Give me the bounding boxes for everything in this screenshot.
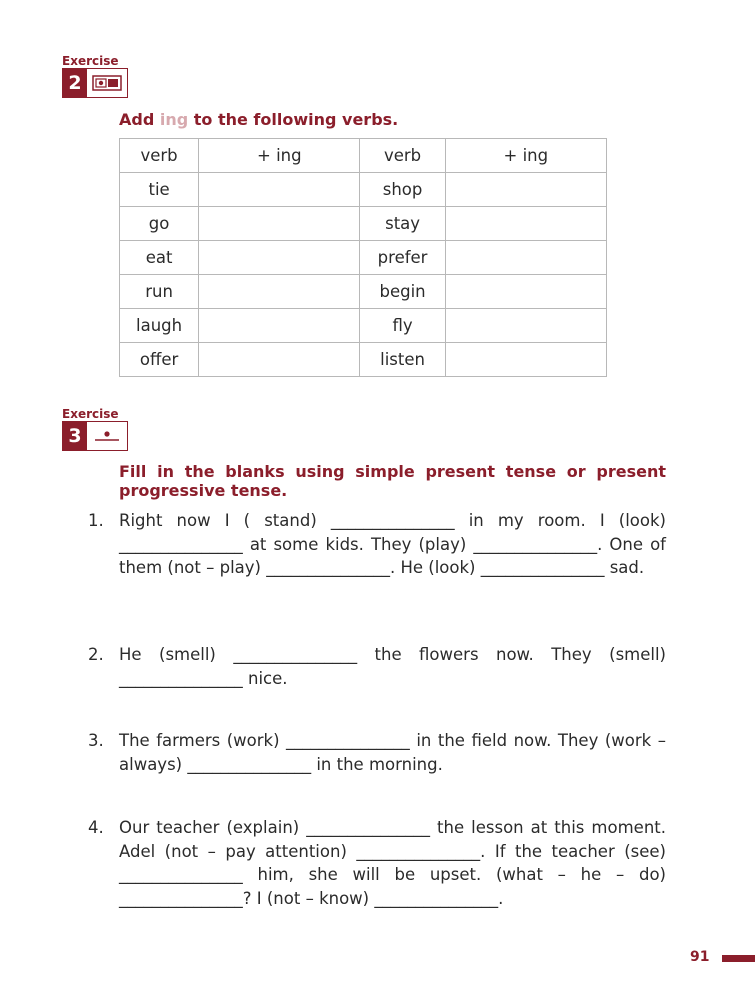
verb-cell: stay	[360, 207, 445, 241]
page-number-bar	[722, 955, 755, 962]
question-text[interactable]: Right now I ( stand) _______________ in my room. I (look) _______________ at some kids. They (play) _______________. One of them (not – play) _______________. He (look) _______________ sad.	[119, 511, 666, 577]
table-row	[120, 207, 607, 241]
question-number: 2.	[88, 645, 104, 664]
verb-table	[119, 138, 607, 377]
answer-cell[interactable]	[445, 309, 606, 343]
exercise-2-badge	[62, 68, 128, 98]
exercise-2-instruction: Add ing to the following verbs.	[119, 110, 399, 129]
question-item	[88, 816, 666, 910]
question-item	[88, 643, 666, 690]
header-verb: verb	[120, 139, 199, 173]
answer-cell[interactable]	[445, 173, 606, 207]
exercise-2-number: 2	[63, 69, 87, 97]
answer-cell[interactable]	[199, 309, 360, 343]
exercise-3-badge	[62, 421, 128, 451]
question-text[interactable]: The farmers (work) _______________ in the field now. They (work – always) _______________ in the morning.	[119, 731, 666, 774]
question-text[interactable]: Our teacher (explain) _______________ the lesson at this moment. Adel (not – pay attention) _______________. If the teacher (see) _______________ him, she will be upset. (what – he – do) _______________? I (not – know) _______________.	[119, 818, 666, 908]
answer-cell[interactable]	[199, 173, 360, 207]
writing-icon	[87, 422, 127, 450]
answer-cell[interactable]	[445, 241, 606, 275]
verb-cell: shop	[360, 173, 445, 207]
answer-cell[interactable]	[199, 207, 360, 241]
question-item	[88, 729, 666, 776]
question-text[interactable]: He (smell) _______________ the flowers now. They (smell) _______________ nice.	[119, 645, 666, 688]
page-number: 91	[690, 949, 710, 965]
pair-work-icon	[87, 69, 127, 97]
header-ing: + ing	[199, 139, 360, 173]
answer-cell[interactable]	[199, 343, 360, 377]
question-number: 4.	[88, 818, 104, 837]
verb-cell: fly	[360, 309, 445, 343]
table-row	[120, 275, 607, 309]
answer-cell[interactable]	[199, 275, 360, 309]
verb-cell: tie	[120, 173, 199, 207]
answer-cell[interactable]	[199, 241, 360, 275]
exercise-3-instruction: Fill in the blanks using simple present tense or present progressive tense.	[119, 462, 666, 500]
table-header-row	[120, 139, 607, 173]
verb-cell: begin	[360, 275, 445, 309]
table-row	[120, 173, 607, 207]
answer-cell[interactable]	[445, 343, 606, 377]
verb-cell: go	[120, 207, 199, 241]
table-row	[120, 309, 607, 343]
exercise-3-label: Exercise	[62, 407, 119, 421]
verb-cell: laugh	[120, 309, 199, 343]
verb-cell: run	[120, 275, 199, 309]
question-number: 3.	[88, 731, 104, 750]
verb-cell: prefer	[360, 241, 445, 275]
verb-cell: listen	[360, 343, 445, 377]
header-ing: + ing	[445, 139, 606, 173]
answer-cell[interactable]	[445, 275, 606, 309]
exercise-2-label: Exercise	[62, 54, 119, 68]
answer-cell[interactable]	[445, 207, 606, 241]
exercise-3-number: 3	[63, 422, 87, 450]
verb-cell: eat	[120, 241, 199, 275]
table-row	[120, 241, 607, 275]
verb-cell: offer	[120, 343, 199, 377]
table-row	[120, 343, 607, 377]
question-number: 1.	[88, 511, 104, 530]
header-verb: verb	[360, 139, 445, 173]
question-item	[88, 509, 666, 580]
